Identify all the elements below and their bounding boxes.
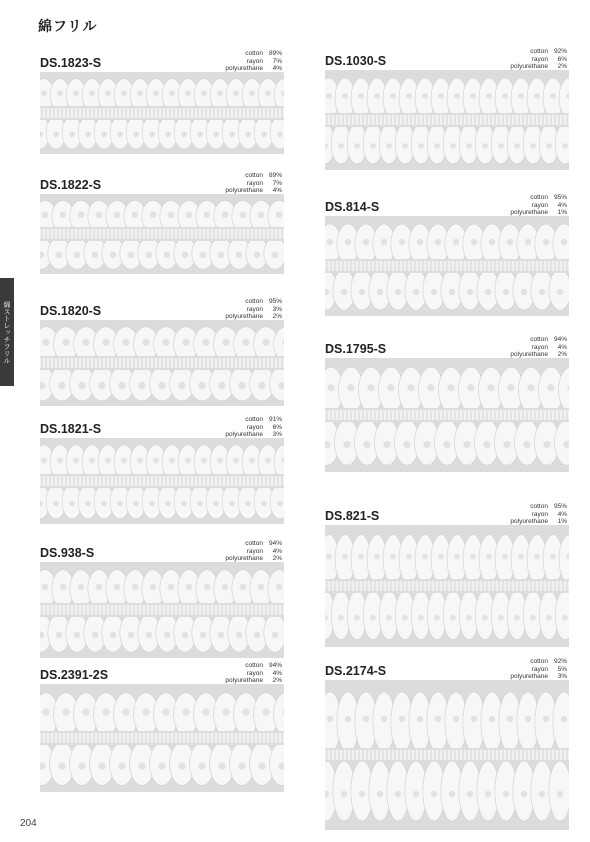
material-name: cotton: [245, 540, 263, 547]
material-name: polyurethane: [510, 63, 548, 70]
material-name: rayon: [531, 343, 548, 351]
composition-row: [510, 48, 567, 56]
material-percent: 3%: [557, 673, 567, 680]
composition-row: [225, 416, 282, 424]
material-percent: 95%: [553, 503, 567, 510]
material-percent: 2%: [272, 677, 282, 684]
product-code: DS.814-S: [325, 200, 380, 214]
material-percent: 3%: [272, 431, 282, 438]
material-percent: 5%: [557, 665, 567, 673]
composition-row: [510, 666, 567, 674]
material-composition: [225, 540, 282, 563]
lace-swatch-image: [325, 525, 569, 647]
material-composition: [510, 658, 567, 681]
material-composition: [510, 194, 567, 217]
material-name: polyurethane: [225, 65, 263, 72]
material-percent: 2%: [557, 63, 567, 70]
material-percent: 6%: [557, 55, 567, 63]
product-code: DS.2174-S: [325, 664, 387, 678]
material-name: polyurethane: [510, 351, 548, 358]
material-name: cotton: [245, 298, 263, 305]
material-name: polyurethane: [225, 555, 263, 562]
material-name: rayon: [246, 305, 263, 313]
material-percent: 7%: [272, 179, 282, 187]
lace-swatch-image: [40, 320, 284, 406]
material-percent: 91%: [268, 416, 282, 423]
material-name: rayon: [246, 423, 263, 431]
lace-swatch-image: [325, 216, 569, 316]
material-composition: [225, 50, 282, 73]
material-composition: [225, 172, 282, 195]
material-percent: 4%: [557, 201, 567, 209]
material-composition: [510, 336, 567, 359]
lace-swatch-image: [325, 70, 569, 170]
lace-swatch-image: [40, 438, 284, 524]
material-name: rayon: [246, 669, 263, 677]
material-percent: 94%: [553, 336, 567, 343]
composition-row: [225, 670, 282, 678]
material-percent: 1%: [557, 518, 567, 525]
material-percent: 4%: [272, 669, 282, 677]
material-percent: 92%: [553, 658, 567, 665]
material-percent: 94%: [268, 662, 282, 669]
material-percent: 6%: [272, 423, 282, 431]
composition-row: [510, 511, 567, 519]
material-name: cotton: [530, 658, 548, 665]
material-name: rayon: [246, 547, 263, 555]
material-percent: 89%: [268, 172, 282, 179]
composition-row: [510, 194, 567, 202]
product-code: DS.821-S: [325, 509, 380, 523]
material-name: rayon: [246, 179, 263, 187]
composition-row: [510, 202, 567, 210]
composition-row: [510, 658, 567, 666]
material-percent: 2%: [557, 351, 567, 358]
material-percent: 7%: [272, 57, 282, 65]
material-composition: [510, 48, 567, 71]
product-code: DS.2391-2S: [40, 668, 109, 682]
product-code: DS.1030-S: [325, 54, 387, 68]
composition-row: [225, 424, 282, 432]
material-name: rayon: [531, 201, 548, 209]
product-code: DS.1823-S: [40, 56, 102, 70]
material-percent: 2%: [272, 555, 282, 562]
page-title: 綿フリル: [38, 19, 98, 35]
material-name: polyurethane: [510, 518, 548, 525]
composition-row: [225, 540, 282, 548]
material-percent: 4%: [272, 547, 282, 555]
material-percent: 89%: [268, 50, 282, 57]
material-percent: 4%: [557, 343, 567, 351]
material-percent: 4%: [272, 187, 282, 194]
composition-row: [225, 172, 282, 180]
composition-row: [225, 306, 282, 314]
material-composition: [225, 298, 282, 321]
material-composition: [510, 503, 567, 526]
material-name: polyurethane: [225, 677, 263, 684]
material-name: cotton: [245, 662, 263, 669]
material-percent: 95%: [268, 298, 282, 305]
material-name: cotton: [245, 172, 263, 179]
composition-row: [225, 58, 282, 66]
material-percent: 1%: [557, 209, 567, 216]
material-percent: 4%: [557, 510, 567, 518]
lace-swatch-image: [40, 684, 284, 792]
material-composition: [225, 416, 282, 439]
lace-swatch-image: [40, 72, 284, 154]
material-name: cotton: [530, 503, 548, 510]
material-name: cotton: [530, 194, 548, 201]
material-name: polyurethane: [225, 431, 263, 438]
composition-row: [510, 344, 567, 352]
composition-row: [225, 298, 282, 306]
material-percent: 95%: [553, 194, 567, 201]
material-name: rayon: [246, 57, 263, 65]
material-percent: 2%: [272, 313, 282, 320]
material-name: rayon: [531, 510, 548, 518]
composition-row: [225, 50, 282, 58]
material-name: polyurethane: [225, 313, 263, 320]
material-name: rayon: [531, 55, 548, 63]
product-code: DS.938-S: [40, 546, 95, 560]
composition-row: [510, 336, 567, 344]
material-percent: 94%: [268, 540, 282, 547]
material-percent: 3%: [272, 305, 282, 313]
material-name: polyurethane: [225, 187, 263, 194]
material-name: rayon: [531, 665, 548, 673]
material-percent: 4%: [272, 65, 282, 72]
section-side-tab: 綿ストレッチフリル: [0, 278, 14, 386]
composition-row: [510, 503, 567, 511]
lace-swatch-image: [325, 358, 569, 472]
material-percent: 92%: [553, 48, 567, 55]
composition-row: [225, 662, 282, 670]
material-name: polyurethane: [510, 673, 548, 680]
composition-row: [510, 56, 567, 64]
material-name: polyurethane: [510, 209, 548, 216]
product-code: DS.1820-S: [40, 304, 102, 318]
material-name: cotton: [245, 416, 263, 423]
lace-swatch-image: [325, 680, 569, 830]
composition-row: [225, 180, 282, 188]
material-composition: [225, 662, 282, 685]
lace-swatch-image: [40, 562, 284, 658]
material-name: cotton: [245, 50, 263, 57]
material-name: cotton: [530, 336, 548, 343]
composition-row: [225, 548, 282, 556]
product-code: DS.1795-S: [325, 342, 387, 356]
lace-swatch-image: [40, 194, 284, 274]
product-code: DS.1821-S: [40, 422, 102, 436]
product-code: DS.1822-S: [40, 178, 102, 192]
material-name: cotton: [530, 48, 548, 55]
page-number: 204: [20, 818, 37, 829]
